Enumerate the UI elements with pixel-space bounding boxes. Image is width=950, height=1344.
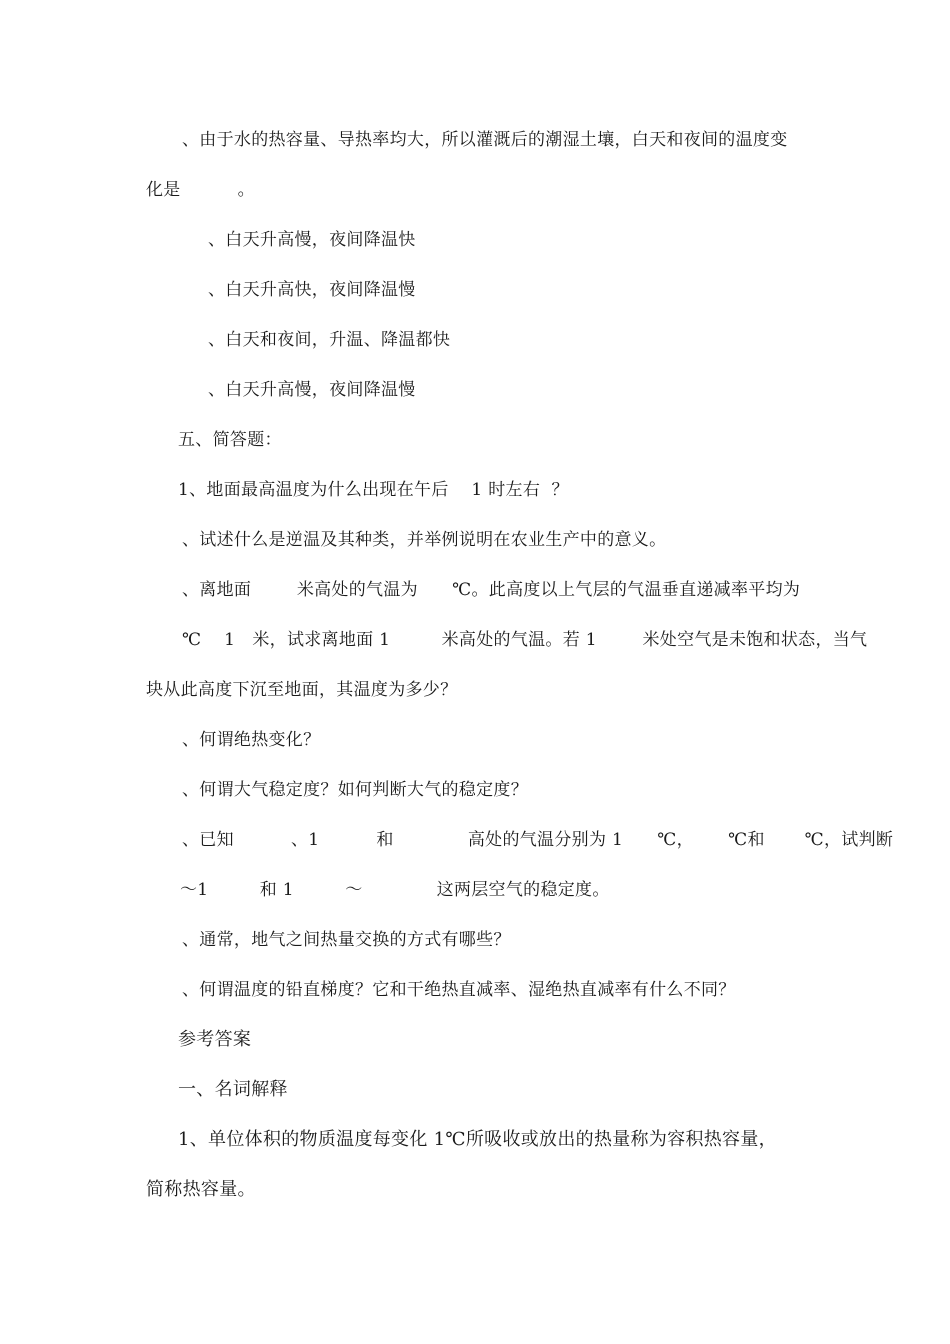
short-answer-q6-line-2: ～1 和 1 ～ 这两层空气的稳定度。 xyxy=(180,880,610,900)
short-answer-q3-line-1: 、离地面 米高处的气温为 ℃。此高度以上气层的气温垂直递减率平均为 xyxy=(182,580,801,600)
short-answer-q1: 1、地面最高温度为什么出现在午后 1 时左右 ？ xyxy=(178,480,569,500)
option-a: 、白天升高慢，夜间降温快 xyxy=(208,230,416,250)
reference-answers-heading: 参考答案 xyxy=(178,1029,252,1050)
short-answer-q2: 、试述什么是逆温及其种类，并举例说明在农业生产中的意义。 xyxy=(182,530,667,550)
section-heading-short-answer: 五、简答题： xyxy=(178,430,282,450)
option-b: 、白天升高快，夜间降温慢 xyxy=(208,280,416,300)
option-d: 、白天升高慢，夜间降温慢 xyxy=(208,380,416,400)
short-answer-q8: 、何谓温度的铅直梯度？它和干绝热直减率、湿绝热直减率有什么不同？ xyxy=(182,980,736,1000)
short-answer-q3-line-3: 块从此高度下沉至地面，其温度为多少？ xyxy=(146,680,458,700)
short-answer-q6-line-1: 、已知 、1 和 高处的气温分别为 1 ℃， ℃和 ℃，试判断 xyxy=(182,830,894,850)
answer-1-line-1: 1、单位体积的物质温度每变化 1℃所吸收或放出的热量称为容积热容量， xyxy=(178,1129,777,1150)
section-heading-terms: 一、名词解释 xyxy=(178,1079,288,1100)
short-answer-q3-line-2: ℃ 1 米，试求离地面 1 米高处的气温。若 1 米处空气是未饱和状态，当气 xyxy=(182,630,868,650)
option-c: 、白天和夜间，升温、降温都快 xyxy=(208,330,451,350)
answer-1-line-2: 简称热容量。 xyxy=(146,1179,256,1200)
question-4-stem-line-2: 化是 。 xyxy=(146,180,255,200)
question-4-stem-line-1: 、由于水的热容量、导热率均大，所以灌溉后的潮湿土壤，白天和夜间的温度变 xyxy=(182,130,788,150)
short-answer-q5: 、何谓大气稳定度？如何判断大气的稳定度？ xyxy=(182,780,528,800)
short-answer-q7: 、通常，地气之间热量交换的方式有哪些？ xyxy=(182,930,511,950)
short-answer-q4: 、何谓绝热变化？ xyxy=(182,730,321,750)
